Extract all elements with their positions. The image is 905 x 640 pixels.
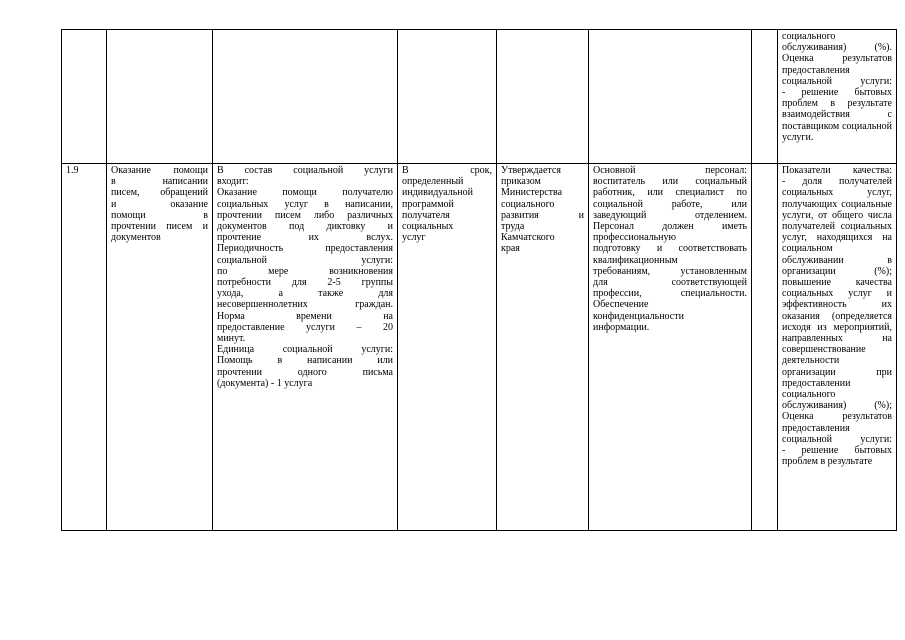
text-line: работник, или специалист по xyxy=(593,187,747,199)
text-line: Показатели качества: xyxy=(782,165,892,176)
text-line: обслуживания) (%). xyxy=(782,42,892,54)
text-line: документов xyxy=(111,232,161,244)
text-line: потребности для 2-5 группы xyxy=(217,277,393,289)
text-line: социального xyxy=(501,198,555,210)
text-line: прочтении писем либо различных xyxy=(217,209,393,221)
text-line: информации. xyxy=(593,321,650,333)
text-line: - доля получателей xyxy=(782,176,892,188)
text-line: Оценка результатов xyxy=(782,411,892,423)
text-line: обслуживании в xyxy=(782,254,892,266)
text-line: заведующий отделением. xyxy=(593,209,747,221)
text-line: предоставления xyxy=(782,64,850,76)
text-line: труда xyxy=(501,221,525,233)
text-line: индивидуальной xyxy=(402,187,473,199)
text-line: Оказание помощи xyxy=(111,165,208,176)
cell-description xyxy=(213,164,398,531)
text-line: подготовку и соответствовать xyxy=(593,243,747,255)
text-line: социальных услуг и xyxy=(782,288,892,300)
text-line: Помощь в написании или xyxy=(217,355,393,367)
text-line: приказом xyxy=(501,176,541,188)
text-line: писем, обращений xyxy=(111,187,208,199)
services-table xyxy=(61,29,897,531)
text-line: прочтение их вслух. xyxy=(217,232,393,244)
text-line: квалификационным xyxy=(593,254,678,266)
text-line: помощи в xyxy=(111,209,208,221)
text-line: определенный xyxy=(402,176,464,188)
text-line: прочтении писем и xyxy=(111,221,208,233)
text-line: Периодичность предоставления xyxy=(217,243,393,255)
cell-tariff xyxy=(497,30,589,164)
cell-empty xyxy=(752,164,778,531)
cell-description xyxy=(213,30,398,164)
text-line: Основной персонал: xyxy=(593,165,747,176)
text-line: Оказание помощи получателю xyxy=(217,187,393,199)
text-line: социальном xyxy=(782,243,833,255)
text-line: оказания (определяется xyxy=(782,310,892,322)
text-line: проблем в результате xyxy=(782,98,892,110)
text-line: организации при xyxy=(782,366,892,378)
text-line: социальной услуги: xyxy=(782,433,892,445)
text-line: организации (%); xyxy=(782,265,892,277)
text-line: социального xyxy=(782,31,836,42)
text-line: предоставлении xyxy=(782,377,851,389)
text-line: по мере возникновения xyxy=(217,265,393,277)
text-line: получателей социальных xyxy=(782,221,892,233)
text-line: услуги. xyxy=(782,131,814,143)
text-line: социальных услуг в написании, xyxy=(217,198,393,210)
table-row-continued xyxy=(62,30,897,164)
cell-num xyxy=(62,164,107,531)
cell-conditions xyxy=(589,164,752,531)
text-line: входит: xyxy=(217,176,249,188)
text-line: предоставление услуги – 20 xyxy=(217,321,393,333)
text-line: В состав социальной услуги xyxy=(217,165,393,176)
cell-conditions xyxy=(589,30,752,164)
text-line: услуг, находящихся на xyxy=(782,232,892,244)
text-line: повышение качества xyxy=(782,277,892,289)
cell-quality-indicators xyxy=(778,164,897,531)
text-line: обслуживания) (%); xyxy=(782,400,892,412)
text-line: Единица социальной услуги: xyxy=(217,344,393,356)
text-line: В срок, xyxy=(402,165,492,176)
row-number: 1.9 xyxy=(66,165,79,176)
text-line: Камчатского xyxy=(501,232,555,244)
text-line: Министерства xyxy=(501,187,563,199)
text-line: минут. xyxy=(217,333,246,345)
text-line: документов под диктовку и xyxy=(217,221,393,233)
cell-deadline xyxy=(398,30,497,164)
text-line: Норма времени на xyxy=(217,310,393,322)
text-line: конфиденциальности xyxy=(593,310,684,322)
cell-deadline xyxy=(398,164,497,531)
text-line: поставщиком социальной xyxy=(782,120,892,132)
text-line: Оценка результатов xyxy=(782,53,892,65)
text-line: социальных услуг, xyxy=(782,187,892,199)
text-line: программой xyxy=(402,198,454,210)
text-line: получателя xyxy=(402,209,450,221)
text-line: профессиональную xyxy=(593,232,676,244)
text-line: совершенствование xyxy=(782,344,866,356)
text-line: социальных xyxy=(402,221,454,233)
text-line: эффективность их xyxy=(782,299,892,311)
text-line: взаимодействия с xyxy=(782,109,892,121)
text-line: направленных на xyxy=(782,333,892,345)
text-line: исходя из мероприятий, xyxy=(782,321,892,333)
text-line: ухода, а также для xyxy=(217,288,393,300)
text-line: развития и xyxy=(501,209,584,221)
text-line: прочтении одного письма xyxy=(217,366,393,378)
table-row-1-9 xyxy=(62,164,897,531)
cell-quality-indicators xyxy=(778,30,897,164)
text-line: деятельности xyxy=(782,355,840,367)
text-line: (документа) - 1 услуга xyxy=(217,377,313,389)
text-line: услуги, от общего числа xyxy=(782,209,892,221)
text-line: и оказание xyxy=(111,198,208,210)
text-line: Утверждается xyxy=(501,165,561,176)
text-line: получающих социальные xyxy=(782,198,892,210)
text-line: социального xyxy=(782,389,836,401)
text-line: социальной работе, или xyxy=(593,198,747,210)
cell-service-name xyxy=(107,30,213,164)
text-line: - решение бытовых xyxy=(782,445,892,457)
text-line: для соответствующей xyxy=(593,277,747,289)
text-line: Персонал должен иметь xyxy=(593,221,747,233)
text-line: воспитатель или социальный xyxy=(593,176,747,188)
cell-num xyxy=(62,30,107,164)
text-line: проблем в результате xyxy=(782,456,873,468)
cell-tariff xyxy=(497,164,589,531)
text-line: в написании xyxy=(111,176,208,188)
text-line: края xyxy=(501,243,520,255)
text-line: профессии, специальности. xyxy=(593,288,747,300)
text-line: требованиям, установленным xyxy=(593,265,747,277)
text-line: социальной услуги: xyxy=(782,75,892,87)
text-line: социальной услуги: xyxy=(217,254,393,266)
cell-service-name xyxy=(107,164,213,531)
cell-empty xyxy=(752,30,778,164)
text-line: Обеспечение xyxy=(593,299,649,311)
text-line: услуг xyxy=(402,232,426,244)
text-line: несовершеннолетних граждан. xyxy=(217,299,393,311)
text-line: - решение бытовых xyxy=(782,87,892,99)
text-line: предоставления xyxy=(782,422,850,434)
